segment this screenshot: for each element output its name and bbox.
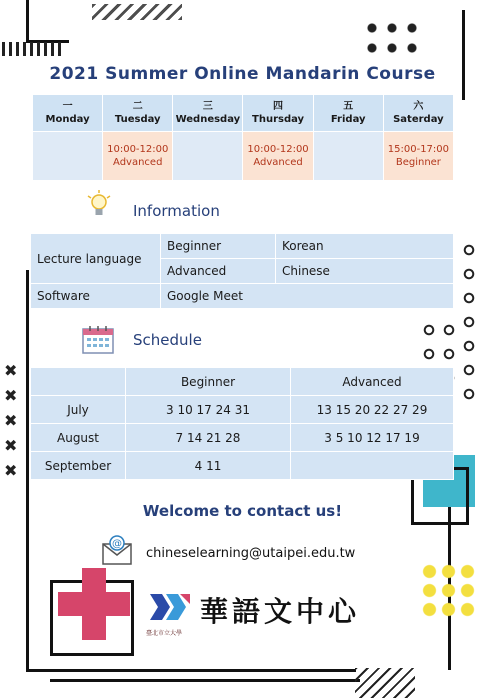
slot-saturday: 15:00-17:00 Beginner [383, 132, 453, 181]
beginner-dates: 3 10 17 24 31 [126, 396, 291, 424]
slot-monday [33, 132, 103, 181]
month-label: September [31, 452, 126, 480]
welcome-text: Welcome to contact us! [142, 502, 343, 520]
decor-zigzag [92, 4, 182, 20]
frame-line-top [26, 0, 69, 43]
advanced-level: Advanced [161, 259, 276, 284]
decor-pink-plus [58, 568, 130, 640]
weekly-timetable [32, 94, 454, 181]
decor-stripes-bottom [355, 668, 415, 698]
center-name: 華語文中心 [200, 595, 361, 628]
advanced-dates: 3 5 10 12 17 19 [291, 424, 454, 452]
calendar-icon [82, 325, 116, 355]
decor-x-marks: ✖ ✖ ✖ ✖ ✖ [4, 361, 18, 480]
decor-yellow-dots [420, 562, 476, 618]
table-row [31, 424, 454, 452]
schedule-col-beginner: Beginner [126, 368, 291, 396]
advanced-dates: 13 15 20 22 27 29 [291, 396, 454, 424]
day-header-wednesday: 三 Wednesday [173, 95, 243, 132]
email-icon [100, 534, 134, 568]
day-header-tuesday: 二 Tuesday [103, 95, 173, 132]
frame-line-left [26, 270, 29, 670]
schedule-table [30, 367, 454, 480]
slot-thursday: 10:00-12:00 Advanced [243, 132, 313, 181]
frame-line-bottom-inner [50, 679, 360, 682]
email-link[interactable]: chineselearning@utaipei.edu.tw [146, 546, 356, 561]
course-title: 2021 Summer Online Mandarin Course [49, 64, 436, 84]
month-label: July [31, 396, 126, 424]
frame-line-bottom [26, 669, 356, 672]
table-row [31, 396, 454, 424]
university-logo-icon [148, 590, 192, 624]
beginner-level: Beginner [161, 234, 276, 259]
frame-line-right [462, 10, 465, 100]
software-label: Software [31, 284, 161, 309]
advanced-language: Chinese [276, 259, 454, 284]
slot-tuesday: 10:00-12:00 Advanced [103, 132, 173, 181]
day-header-friday: 五 Friday [313, 95, 383, 132]
lightbulb-icon [86, 190, 112, 220]
decor-bars [2, 42, 62, 56]
decor-dots-top [362, 18, 422, 58]
beginner-dates: 7 14 21 28 [126, 424, 291, 452]
schedule-corner [31, 368, 126, 396]
beginner-dates: 4 11 [126, 452, 291, 480]
schedule-heading: Schedule [133, 331, 202, 349]
information-table [30, 233, 454, 309]
software-value: Google Meet [161, 284, 454, 309]
lecture-language-label: Lecture language [31, 234, 161, 284]
beginner-language: Korean [276, 234, 454, 259]
information-heading: Information [133, 202, 220, 220]
schedule-col-advanced: Advanced [291, 368, 454, 396]
university-name: 臺北市立大學 [146, 630, 183, 637]
day-header-monday: 一 Monday [33, 95, 103, 132]
day-header-thursday: 四 Thursday [243, 95, 313, 132]
month-label: August [31, 424, 126, 452]
table-row [31, 452, 454, 480]
decor-rings-right [462, 238, 476, 408]
day-header-saturday: 六 Saterday [383, 95, 453, 132]
slot-wednesday [173, 132, 243, 181]
svg-text:@: @ [112, 538, 122, 550]
slot-friday [313, 132, 383, 181]
advanced-dates [291, 452, 454, 480]
